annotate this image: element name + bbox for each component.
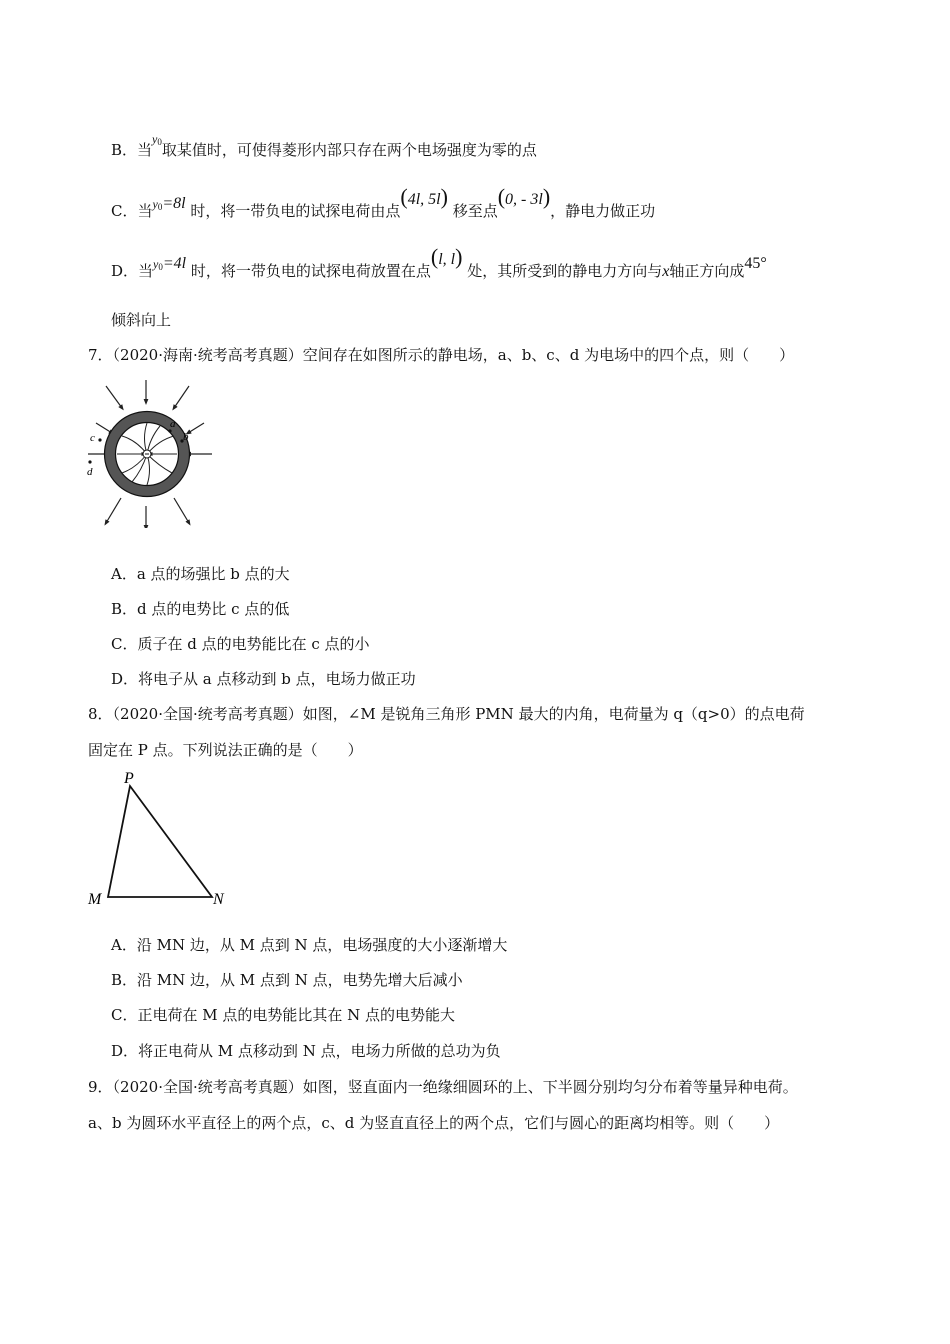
q8-option-a: A．沿 MN 边，从 M 点到 N 点，电场强度的大小逐渐增大: [111, 936, 508, 954]
q7-field-figure: [84, 378, 214, 528]
q6-option-d: D．当$^{y0}$=4l 时，将一带负电的试探电荷放置在点(l, l) 处，其所受到的静电力方向与x轴正方向成45°: [111, 244, 767, 280]
q8-label-n: N: [213, 891, 224, 908]
q8-label-m: M: [88, 891, 102, 908]
q7-label-a: a: [170, 418, 176, 430]
q6-option-c: C．当$^{y0}$=8l 时，将一带负电的试探电荷由点(4l, 5l) 移至点(0, - 3l)，静电力做正功: [111, 184, 656, 220]
q7-label-b: b: [183, 431, 189, 443]
q8-stem-line1: 8．（2020·全国·统考高考真题）如图，∠M 是锐角三角形 PMN 最大的内角，电荷量为 q（q>0）的点电荷: [88, 705, 805, 723]
q8-stem-line2: 固定在 P 点。下列说法正确的是（ ）: [88, 741, 363, 759]
q8-option-c: C．正电荷在 M 点的电势能比其在 N 点的电势能大: [111, 1006, 456, 1024]
q7-label-c: c: [90, 432, 95, 444]
q6-option-d-cont: 倾斜向上: [111, 311, 172, 329]
q9-stem-line2: a、b 为圆环水平直径上的两个点，c、d 为竖直直径上的两个点，它们与圆心的距离均相等。则（ ）: [88, 1114, 780, 1132]
q7-stem: 7．（2020·海南·统考高考真题）空间存在如图所示的静电场，a、b、c、d 为电场中的四个点，则（ ）: [88, 346, 795, 364]
q7-option-d: D．将电子从 a 点移动到 b 点，电场力做正功: [111, 670, 416, 688]
q8-option-b: B．沿 MN 边，从 M 点到 N 点，电势先增大后减小: [111, 971, 463, 989]
q9-stem-line1: 9．（2020·全国·统考高考真题）如图，竖直面内一绝缘细圆环的上、下半圆分别均匀分布着等量异种电荷。: [88, 1078, 798, 1096]
q6-option-b: B．当$^{y0}$取某值时，可使得菱形内部只存在两个电场强度为零的点: [111, 132, 537, 159]
q7-option-a: A．a 点的场强比 b 点的大: [111, 565, 290, 583]
q8-triangle-figure: [86, 768, 236, 910]
q8-option-d: D．将正电荷从 M 点移动到 N 点，电场力所做的总功为负: [111, 1042, 501, 1060]
q7-option-c: C．质子在 d 点的电势能比在 c 点的小: [111, 635, 370, 653]
q8-label-p: P: [124, 770, 134, 787]
q7-option-b: B．d 点的电势比 c 点的低: [111, 600, 290, 618]
q7-label-d: d: [87, 466, 93, 478]
